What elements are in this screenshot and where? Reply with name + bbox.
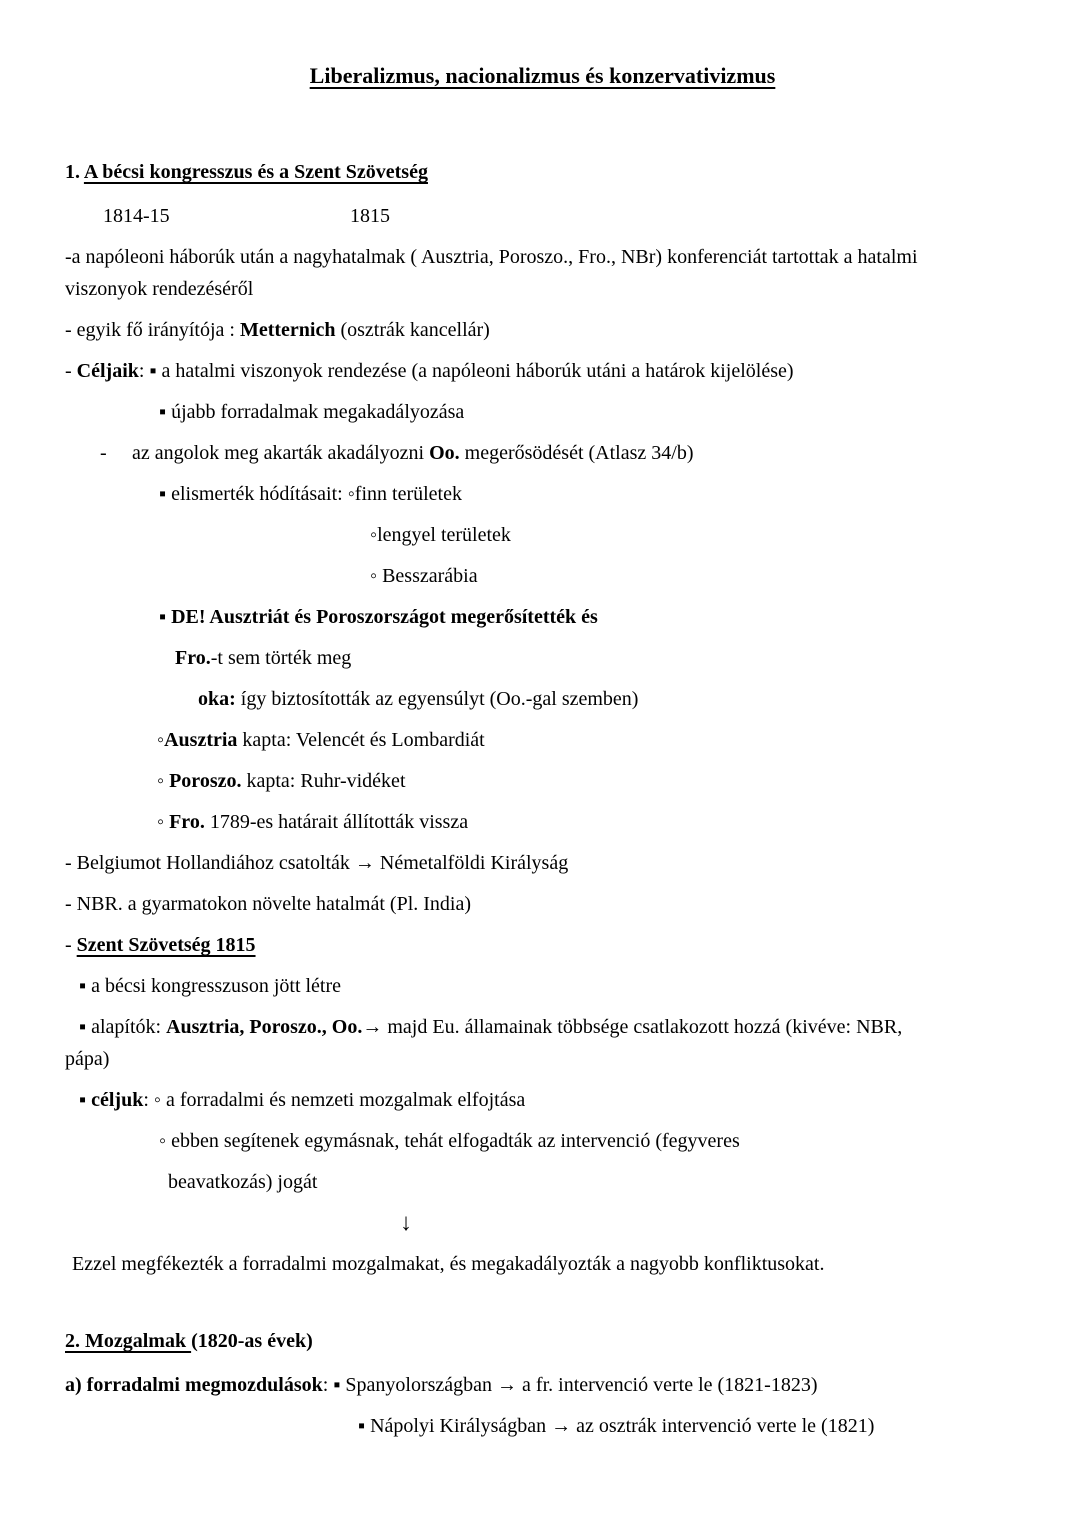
founders-pre: ▪ alapítók: — [79, 1016, 167, 1038]
aims-line-2: ◦ ebben segítenek egymásnak, tehát elfogadták az intervenció (fegyveres — [159, 1130, 740, 1152]
goals-label: Céljaik — [76, 360, 139, 382]
goals-first-item: : ▪ a hatalmi viszonyok rendezése (a napóleoni háborúk utáni a határok kijelölése) — [138, 360, 794, 382]
reason-text: így biztosították az egyensúlyt (Oo.-gal szemben) — [235, 688, 639, 710]
english-goal-dash: - — [100, 442, 107, 464]
leader-post: (osztrák kancellár) — [335, 319, 490, 341]
section-1-number: 1. — [65, 161, 84, 183]
section-1-heading — [65, 156, 1020, 188]
revolutions-line-2: ▪ Nápolyi Királyságban → az osztrák intervenció verte le (1821) — [358, 1415, 875, 1437]
revolutions-first-item: : ▪ Spanyolországban → a fr. intervenció verte le (1821-1823) — [322, 1374, 818, 1396]
document-title-text: Liberalizmus, nacionalizmus és konzervativizmus — [309, 63, 776, 88]
france-borders-text: 1789-es határait állították vissza — [204, 811, 469, 833]
france-borders-line — [65, 806, 1020, 838]
founders-line-2: pápa) — [65, 1048, 110, 1070]
founders-line-1 — [65, 1011, 1020, 1043]
france-label: Fro. — [169, 811, 205, 833]
conquests-line-3: ◦ Besszarábia — [370, 565, 478, 587]
leader-pre: - egyik fő irányítója : — [65, 319, 240, 341]
conclusion-line: Ezzel megfékezték a forradalmi mozgalmakat, és megakadályozták a nagyobb konfliktusokat. — [72, 1253, 825, 1275]
reason-label: oka: — [198, 688, 236, 710]
aims-line-3: beavatkozás) jogát — [168, 1171, 318, 1193]
english-goal-post: megerősödését (Atlasz 34/b) — [459, 442, 694, 464]
founders-bold: Ausztria, Poroszo., Oo. — [166, 1016, 363, 1038]
down-arrow: ↓ — [400, 1210, 412, 1236]
prussia-gain-line — [65, 765, 1020, 797]
holy-alliance-heading — [65, 929, 1020, 961]
austria-gain-text: kapta: Velencét és Lombardiát — [237, 729, 485, 751]
leader-name: Metternich — [239, 319, 336, 341]
france-circle: ◦ — [157, 811, 170, 833]
revolutions-label: a) forradalmi megmozdulások — [65, 1374, 323, 1396]
conquests-line-2: ◦lengyel területek — [370, 524, 511, 546]
conquests-line-1: ▪ elismerték hódításait: ◦finn területek — [159, 483, 462, 505]
de-emphasis-line: ▪ DE! Ausztriát és Poroszországot megerősítették és — [159, 606, 598, 628]
document-title — [65, 60, 1020, 92]
prussia-circle: ◦ — [157, 770, 170, 792]
france-abbrev: Fro. — [175, 647, 211, 669]
goals-second-item: ▪ újabb forradalmak megakadályozása — [159, 401, 465, 423]
austria-circle: ◦ — [157, 729, 165, 751]
section-2-heading-underlined: 2. Mozgalmak — [65, 1330, 192, 1352]
section-2-heading-rest: (1820-as évek) — [191, 1330, 313, 1352]
date-range-1814-15: 1814-15 — [103, 205, 170, 227]
english-goal-bold: Oo. — [429, 442, 460, 464]
holy-alliance-heading-text: Szent Szövetség 1815 — [76, 934, 256, 956]
english-goal-pre: az angolok meg akarták akadályozni — [132, 442, 430, 464]
aims-text: : ◦ a forradalmi és nemzeti mozgalmak elfojtása — [143, 1089, 526, 1111]
leader-line — [65, 314, 1020, 346]
holy-founded-line: ▪ a bécsi kongresszuson jött létre — [79, 975, 342, 997]
revolutions-line — [65, 1369, 1020, 1401]
austria-gain-line — [65, 724, 1020, 756]
austria-label: Ausztria — [164, 729, 238, 751]
date-1815: 1815 — [350, 205, 390, 227]
aims-bullet: ▪ — [79, 1089, 92, 1111]
belgium-line: - Belgiumot Hollandiához csatolták → Németalföldi Királyság — [65, 852, 569, 874]
reason-line — [65, 683, 1020, 715]
english-goal-line — [65, 437, 1020, 469]
founders-post: → majd Eu. államainak többsége csatlakozott hozzá (kivéve: NBR, — [362, 1016, 903, 1038]
goals-dash: - — [65, 360, 77, 382]
section-2-heading — [65, 1325, 1020, 1357]
nbr-line: - NBR. a gyarmatokon növelte hatalmát (Pl. India) — [65, 893, 472, 915]
prussia-label: Poroszo. — [169, 770, 242, 792]
france-not-broken-rest: -t sem törték meg — [210, 647, 352, 669]
aims-label: céljuk — [91, 1089, 144, 1111]
intro-paragraph-line-1: -a napóleoni háborúk után a nagyhatalmak ( Ausztria, Poroszo., Fro., NBr) konferenciát tartottak a hatalmi — [65, 246, 918, 268]
france-not-broken-line — [65, 642, 1020, 674]
prussia-gain-text: kapta: Ruhr-vidéket — [241, 770, 406, 792]
aims-line — [65, 1084, 1020, 1116]
holy-alliance-dash: - — [65, 934, 77, 956]
dates-line — [65, 200, 1020, 232]
goals-line — [65, 355, 1020, 387]
section-1-heading-text: A bécsi kongresszus és a Szent Szövetség — [83, 161, 428, 183]
intro-paragraph-line-2: viszonyok rendezéséről — [65, 278, 254, 300]
